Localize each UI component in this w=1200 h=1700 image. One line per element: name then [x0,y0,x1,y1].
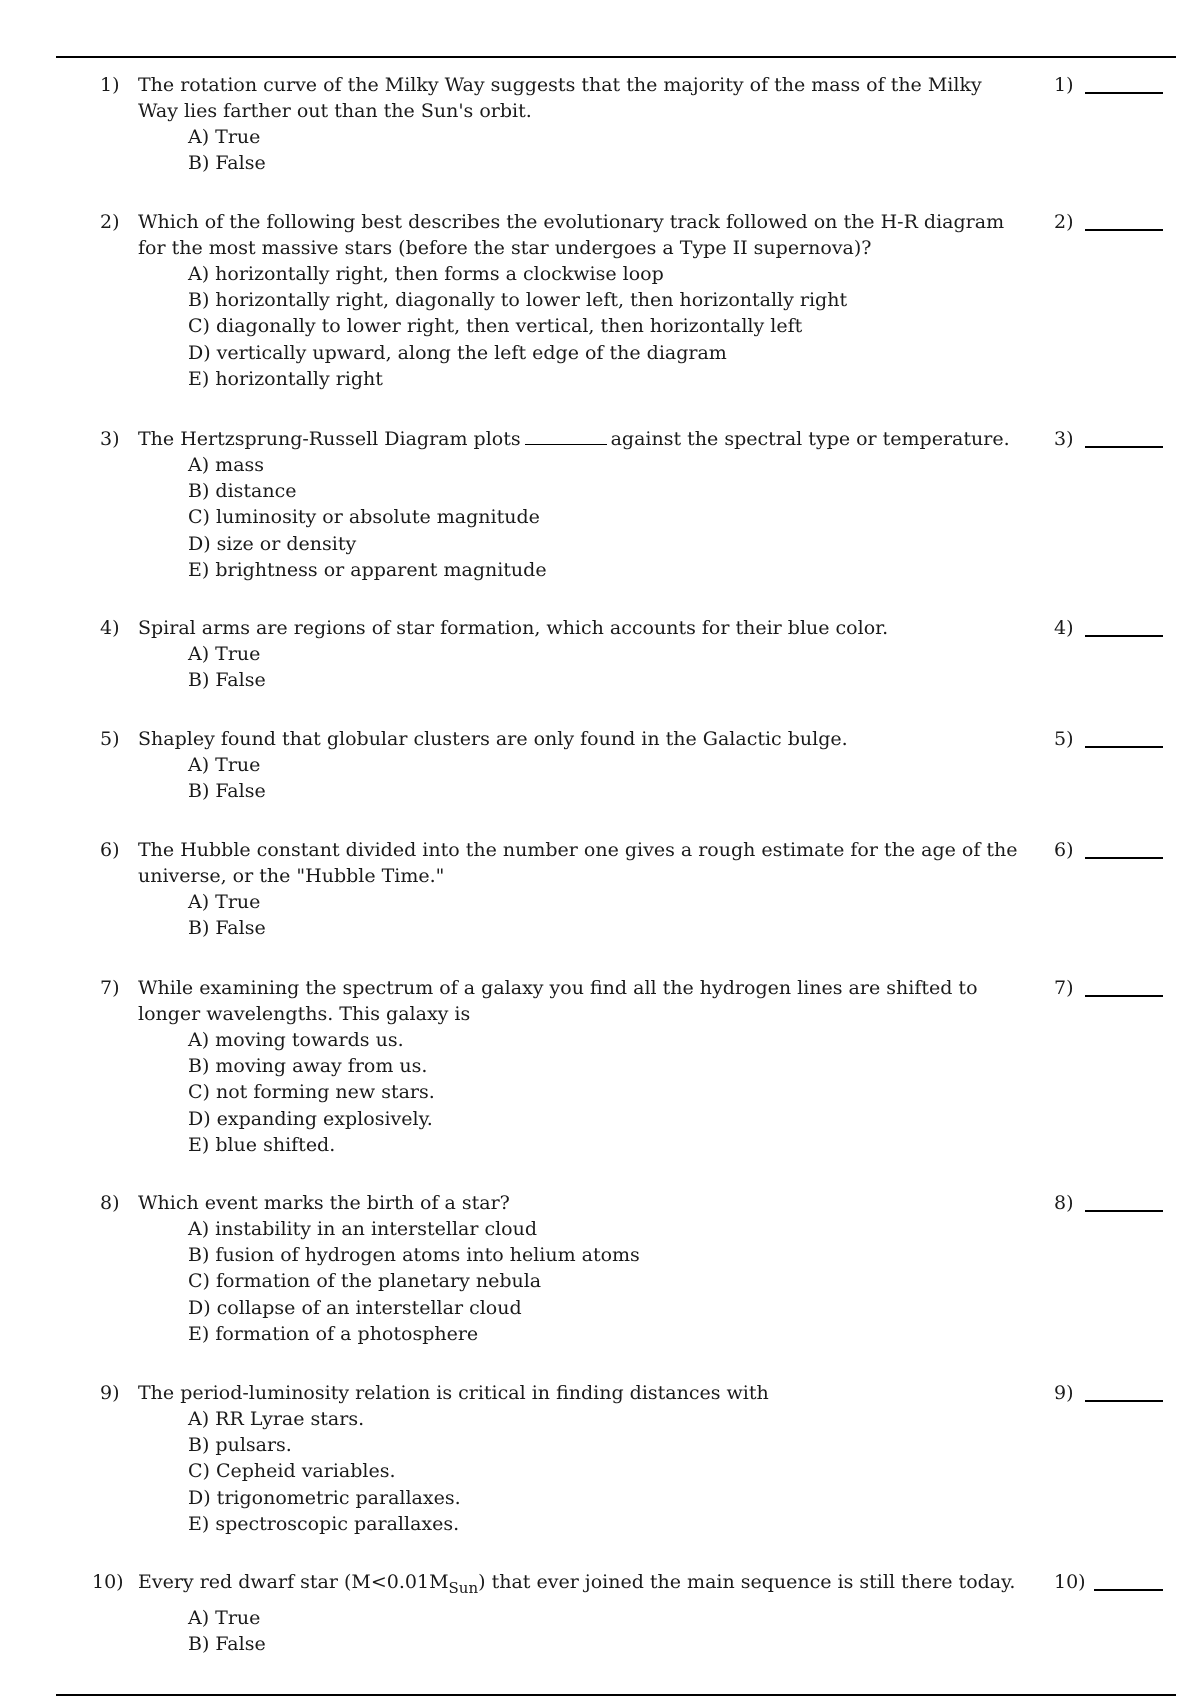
stem-after-subscript: ) that ever joined the main sequence is still there today. [478,1571,1016,1593]
question-5 [100,726,1176,804]
answer-blank-1[interactable] [1085,92,1163,94]
option-d: D) trigonometric parallaxes. [188,1486,461,1509]
option-e: E) spectroscopic parallaxes. [188,1512,460,1535]
option-c: C) not forming new stars. [188,1081,435,1104]
option-a: A) True [188,754,261,776]
question-text [100,1190,1021,1216]
question-stem [126,1569,1021,1601]
bottom-rule [56,1694,1176,1696]
answer-slot-2 [1054,209,1074,235]
question-stem: The period-luminosity relation is critical in finding distances with [138,1382,769,1404]
fill-in-blank [525,426,607,445]
answer-label: 5) [1054,728,1074,750]
question-stem: Which of the following best describes the evolutionary track followed on the H-R diagram for the most massive stars (before the star undergoes a Type II supernova)? [138,211,1005,259]
answer-label: 3) [1054,428,1074,450]
option-b: B) distance [188,480,297,503]
question-text [100,837,1021,889]
question-text [92,1569,1021,1601]
answer-slot-1 [1054,72,1074,98]
option-a: A) True [188,126,261,148]
answer-slot-6 [1054,837,1074,863]
option-c: C) formation of the planetary nebula [188,1270,542,1293]
question-stem: Shapley found that globular clusters are only found in the Galactic bulge. [138,728,848,750]
option-a: A) moving towards us. [188,1029,404,1051]
stem-before-blank: The Hertzsprung-Russell Diagram plots [138,428,521,450]
question-2 [100,209,1176,392]
answer-blank-4[interactable] [1085,635,1163,637]
answer-slot-10 [1054,1569,1086,1595]
option-d: D) size or density [188,532,357,555]
option-a: A) True [188,891,261,913]
question-number: 10) [92,1571,124,1593]
answer-slot-4 [1054,615,1074,641]
option-d: D) vertically upward, along the left edge of the diagram [188,341,727,364]
option-c: C) luminosity or absolute magnitude [188,506,540,529]
option-b: B) False [188,1633,266,1656]
question-10 [92,1569,1176,1657]
answer-label: 4) [1054,617,1074,639]
question-number: 3) [100,428,120,450]
question-number: 2) [100,211,120,233]
option-b: B) False [188,780,266,803]
question-text [100,209,1021,261]
question-text [100,975,1021,1027]
question-4 [100,615,1176,693]
question-number: 6) [100,839,120,861]
answer-label: 7) [1054,977,1074,999]
option-a: A) True [188,1607,261,1629]
option-c: C) Cepheid variables. [188,1460,396,1483]
question-text [100,615,1021,641]
answer-blank-3[interactable] [1085,446,1163,448]
answer-slot-9 [1054,1380,1074,1406]
answer-label: 2) [1054,211,1074,233]
stem-before-subscript: Every red dwarf star (M<0.01M [138,1571,449,1593]
answer-slot-7 [1054,975,1074,1001]
stem-after-blank: against the spectral type or temperature. [610,428,1010,450]
question-number: 1) [100,74,120,96]
question-text [100,72,1021,124]
question-3 [100,426,1176,583]
question-text [100,426,1021,452]
question-stem [126,426,1021,452]
question-number: 8) [100,1192,120,1214]
answer-blank-7[interactable] [1085,995,1163,997]
option-a: A) True [188,643,261,665]
question-text [100,1380,1021,1406]
question-number: 4) [100,617,120,639]
question-6 [100,837,1176,941]
answer-blank-10[interactable] [1094,1589,1163,1591]
option-e: E) blue shifted. [188,1133,336,1156]
question-stem: The rotation curve of the Milky Way suggests that the majority of the mass of the Milky Way lies farther out than the Sun's orbit. [138,74,982,122]
question-9 [100,1380,1176,1537]
answer-blank-9[interactable] [1085,1400,1163,1402]
question-8 [100,1190,1176,1347]
answer-blank-8[interactable] [1085,1210,1163,1212]
subscript-sun: Sun [448,1579,479,1597]
option-a: A) mass [188,454,265,476]
option-d: D) collapse of an interstellar cloud [188,1296,522,1319]
option-b: B) moving away from us. [188,1055,428,1078]
answer-slot-5 [1054,726,1074,752]
option-e: E) horizontally right [188,367,383,390]
question-stem: While examining the spectrum of a galaxy you find all the hydrogen lines are shifted to longer wavelengths. This galaxy is [138,977,978,1025]
option-a: A) RR Lyrae stars. [188,1408,365,1430]
question-stem: Which event marks the birth of a star? [138,1192,510,1214]
option-e: E) brightness or apparent magnitude [188,558,547,581]
option-e: E) formation of a photosphere [188,1322,479,1345]
question-7 [100,975,1176,1158]
answer-blank-6[interactable] [1085,857,1163,859]
option-a: A) horizontally right, then forms a clockwise loop [188,263,664,285]
option-b: B) horizontally right, diagonally to lower left, then horizontally right [188,289,848,312]
question-stem: The Hubble constant divided into the number one gives a rough estimate for the age of the universe, or the "Hubble Time." [138,839,1018,887]
answer-label: 9) [1054,1382,1074,1404]
question-1 [100,72,1176,176]
question-stem: Spiral arms are regions of star formation, which accounts for their blue color. [138,617,889,639]
top-rule [56,56,1176,58]
answer-label: 1) [1054,74,1074,96]
option-b: B) fusion of hydrogen atoms into helium atoms [188,1244,640,1267]
option-b: B) False [188,669,266,692]
answer-label: 10) [1054,1571,1086,1593]
option-b: B) False [188,152,266,175]
answer-slot-8 [1054,1190,1074,1216]
answer-blank-2[interactable] [1085,229,1163,231]
option-d: D) expanding explosively. [188,1107,433,1130]
answer-slot-3 [1054,426,1074,452]
option-c: C) diagonally to lower right, then vertical, then horizontally left [188,315,803,338]
option-b: B) pulsars. [188,1434,292,1457]
option-a: A) instability in an interstellar cloud [188,1218,538,1240]
question-number: 5) [100,728,120,750]
option-b: B) False [188,917,266,940]
answer-label: 6) [1054,839,1074,861]
question-number: 7) [100,977,120,999]
question-number: 9) [100,1382,120,1404]
answer-blank-5[interactable] [1085,746,1163,748]
answer-label: 8) [1054,1192,1074,1214]
question-text [100,726,1021,752]
